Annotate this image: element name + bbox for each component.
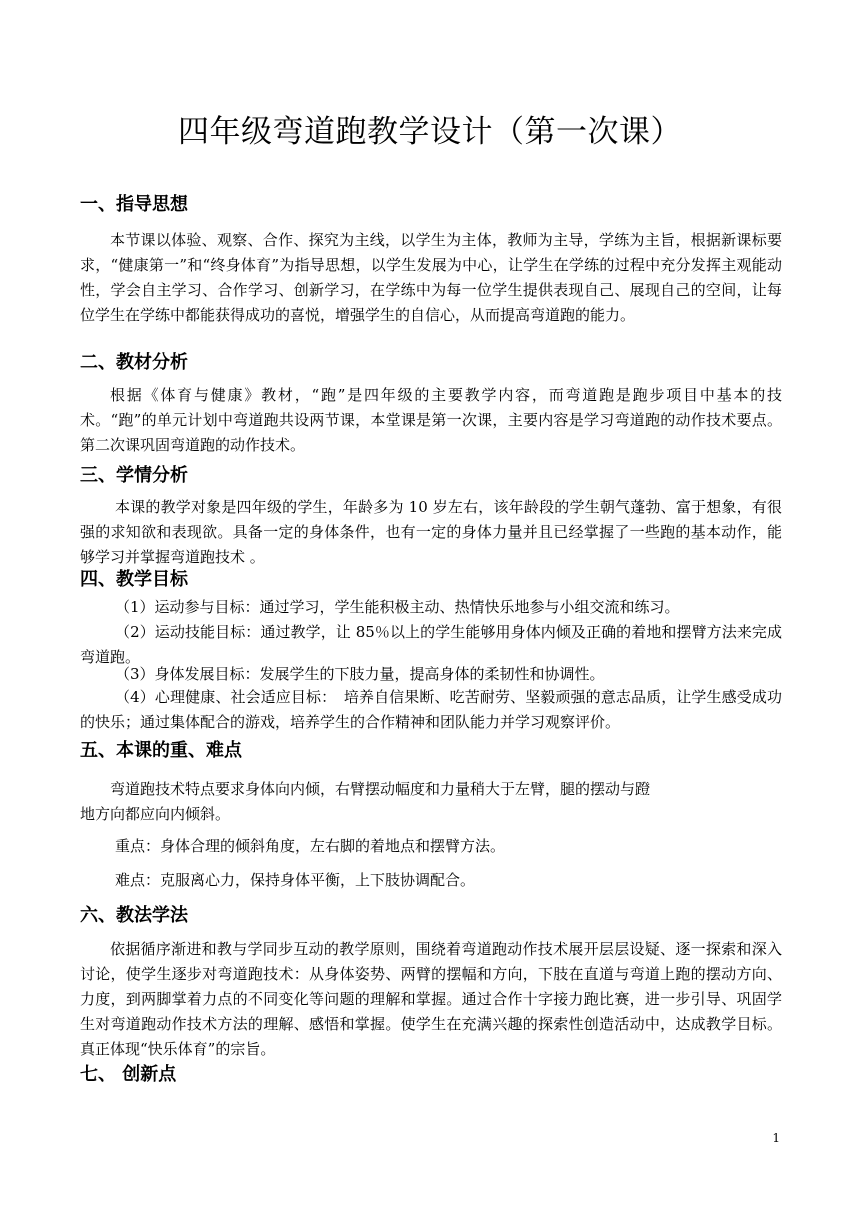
goal-item-4: （4）心理健康、社会适应目标： 培养自信果断、吃苦耐劳、坚毅顽强的意志品质，让学生感受成功的快乐；通过集体配合的游戏，培养学生的合作精神和团队能力并学习观察评价。 <box>80 688 782 731</box>
section-heading-guiding-ideology: 一、指导思想 <box>80 194 188 215</box>
section-heading-innovation: 七、 创新点 <box>80 1064 177 1085</box>
section-heading-teaching-methods: 六、教法学法 <box>80 905 188 926</box>
section-paragraph-student-analysis: 本课的教学对象是四年级的学生，年龄多为 10 岁左右，该年龄段的学生朝气蓬勃、富于想象，有很强的求知欲和表现欲。具备一定的身体条件，也有一定的身体力量并且已经掌握了一些跑的基本动作，能够学习并掌握弯道跑技术 。 <box>80 498 782 566</box>
section-paragraph-teaching-methods: 依据循序渐进和教与学同步互动的教学原则，围绕着弯道跑动作技术展开层层设疑、逐一探索和深入讨论，使学生逐步对弯道跑技术：从身体姿势、两臂的摆幅和方向，下肢在直道与弯道上跑的摆动方向、力度，到两脚掌着力点的不同变化等问题的理解和掌握。通过合作十字接力跑比赛，进一步引导、巩固学生对弯道跑动作技术方法的理解、感悟和掌握。使学生在充满兴趣的探索性创造活动中，达成教学目标。真正体现“快乐体育”的宗旨。 <box>80 940 782 1058</box>
goal-item-1: （1）运动参与目标：通过学习，学生能积极主动、热情快乐地参与小组交流和练习。 <box>115 598 680 616</box>
section-heading-material-analysis: 二、教材分析 <box>80 352 188 373</box>
goal-item-3: （3）身体发展目标：发展学生的下肢力量，提高身体的柔韧性和协调性。 <box>115 665 605 683</box>
section-5-text-line-1: 弯道跑技术特点要求身体向内倾，右臂摆动幅度和力量稍大于左臂，腿的摆动与蹬 <box>110 780 651 798</box>
section-heading-student-analysis: 三、学情分析 <box>80 465 188 486</box>
difficult-point-text: 难点：克服离心力，保持身体平衡，上下肢协调配合。 <box>115 871 476 889</box>
document-title: 四年级弯道跑教学设计（第一次课） <box>178 114 682 150</box>
section-paragraph-material-analysis: 根据《体育与健康》教材，“跑”是四年级的主要教学内容，而弯道跑是跑步项目中基本的技术。“跑”的单元计划中弯道跑共设两节课，本堂课是第一次课，主要内容是学习弯道跑的动作技术要点。第二次课巩固弯道跑的动作技术。 <box>80 386 782 454</box>
goal-item-2: （2）运动技能目标：通过教学，让 85％以上的学生能够用身体内倾及正确的着地和摆臂方法来完成弯道跑。 <box>80 623 782 666</box>
section-heading-key-difficult-points: 五、本课的重、难点 <box>80 740 242 761</box>
page-number: 1 <box>772 1131 780 1145</box>
section-paragraph-guiding-ideology: 本节课以体验、观察、合作、探究为主线，以学生为主体，教师为主导，学练为主旨，根据新课标要求，“健康第一”和“终身体育”为指导思想，以学生发展为中心，让学生在学练的过程中充分发挥主观能动性，学会自主学习、合作学习、创新学习，在学练中为每一位学生提供表现自己、展现自己的空间，让每位学生在学练中都能获得成功的喜悦，增强学生的自信心，从而提高弯道跑的能力。 <box>80 231 782 324</box>
section-heading-teaching-goals: 四、教学目标 <box>80 569 188 590</box>
section-5-text-line-2: 地方向都应向内倾斜。 <box>80 805 231 823</box>
key-point-text: 重点：身体合理的倾斜角度，左右脚的着地点和摆臂方法。 <box>115 837 506 855</box>
